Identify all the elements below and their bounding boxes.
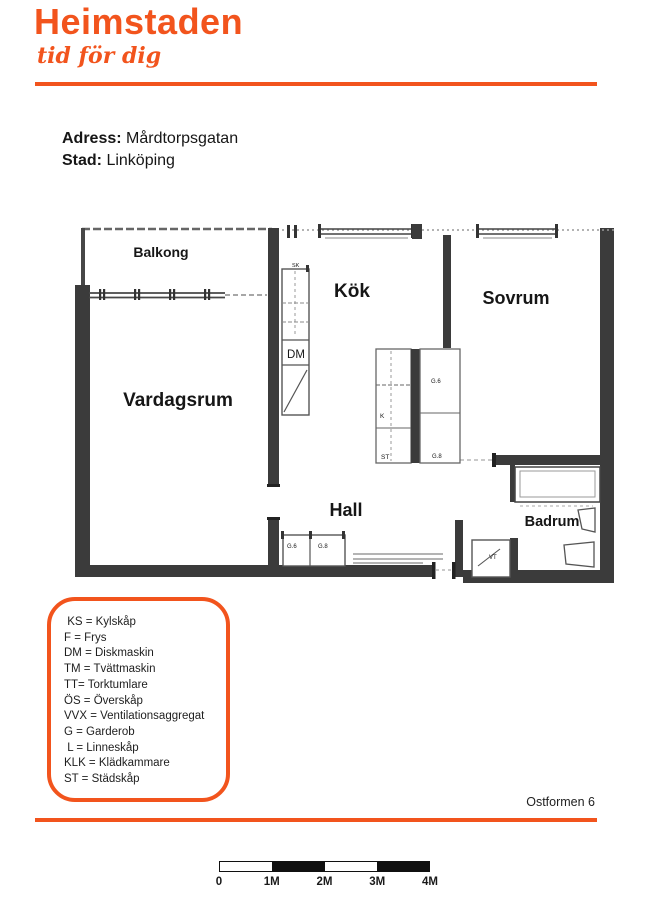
scale-label: 4M — [422, 876, 438, 888]
kitchen-counter — [282, 263, 309, 415]
address-city-line — [62, 150, 238, 172]
cabinet-sk-label: SK — [292, 263, 300, 269]
scale-segment — [272, 862, 324, 871]
bottom-divider-line — [35, 818, 597, 822]
scale-segment — [377, 862, 429, 871]
hall-closets — [281, 531, 443, 566]
room-label-living-room: Vardagsrum — [123, 390, 233, 411]
legend-item: G = Garderob — [64, 725, 135, 738]
fridge-label: K — [380, 413, 385, 420]
cleaning-cupboard-label: ST — [381, 454, 390, 461]
scale-label: 3M — [369, 876, 386, 888]
sink — [578, 508, 595, 532]
scale-segment — [325, 862, 377, 871]
scale-bar — [215, 861, 438, 893]
scale-label: 0 — [215, 876, 223, 888]
bedroom-wardrobe-g8-label: G.8 — [432, 454, 442, 460]
legend-item: TM = Tvättmaskin — [64, 663, 156, 676]
legend-box — [47, 597, 230, 802]
legend-item: L = Linneskåp — [64, 741, 139, 754]
scale-bar-labels — [215, 872, 438, 888]
address-street-line — [62, 128, 238, 150]
toilet — [564, 542, 594, 567]
address-city-value: Linköping — [106, 151, 175, 169]
legend-item: ÖS = Överskåp — [64, 694, 143, 707]
balcony-window-wall — [89, 289, 267, 300]
scale-segment — [220, 862, 272, 871]
window-symbols — [287, 224, 558, 239]
hall-wardrobe-g8-label: G.8 — [318, 544, 328, 550]
address-block — [62, 128, 238, 171]
heimstaden-logo: Heimstaden — [34, 1, 244, 42]
hall-wardrobe-g6-label: G.6 — [287, 544, 297, 550]
floor-plan-drawing — [73, 218, 635, 593]
scale-bar-track — [219, 861, 430, 872]
legend-item: TT= Torktumlare — [64, 678, 148, 691]
closet-block — [376, 349, 460, 463]
room-label-balcony: Balkong — [133, 244, 189, 260]
bedroom-wardrobe-g6-label: G.6 — [431, 379, 441, 385]
room-label-bedroom: Sovrum — [482, 288, 550, 308]
legend-item: KS = Kylskåp — [64, 616, 136, 628]
room-label-hall: Hall — [329, 500, 363, 520]
room-label-kitchen: Kök — [334, 281, 370, 302]
legend-item: DM = Diskmaskin — [64, 647, 154, 660]
scale-label: 2M — [316, 876, 333, 888]
address-street-value: Mårdtorpsgatan — [126, 130, 239, 147]
address-city-label: Stad: — [62, 151, 102, 169]
scale-label: 1M — [263, 876, 280, 888]
legend-item: ST = Städskåp — [64, 773, 140, 786]
logo-tagline: tid för dig — [37, 43, 162, 69]
vent-label: VT — [489, 555, 497, 561]
legend-item: KLK = Klädkammare — [64, 757, 170, 770]
address-street-label: Adress: — [62, 130, 122, 147]
dishwasher-label: DM — [287, 349, 305, 361]
room-label-bathroom: Badrum — [524, 514, 580, 530]
top-divider-line — [35, 82, 597, 86]
plan-name: Ostformen 6 — [526, 795, 595, 809]
legend-item: F = Frys — [64, 631, 107, 644]
legend-item: VVX = Ventilationsaggregat — [64, 710, 205, 723]
floor-plan — [73, 218, 635, 593]
